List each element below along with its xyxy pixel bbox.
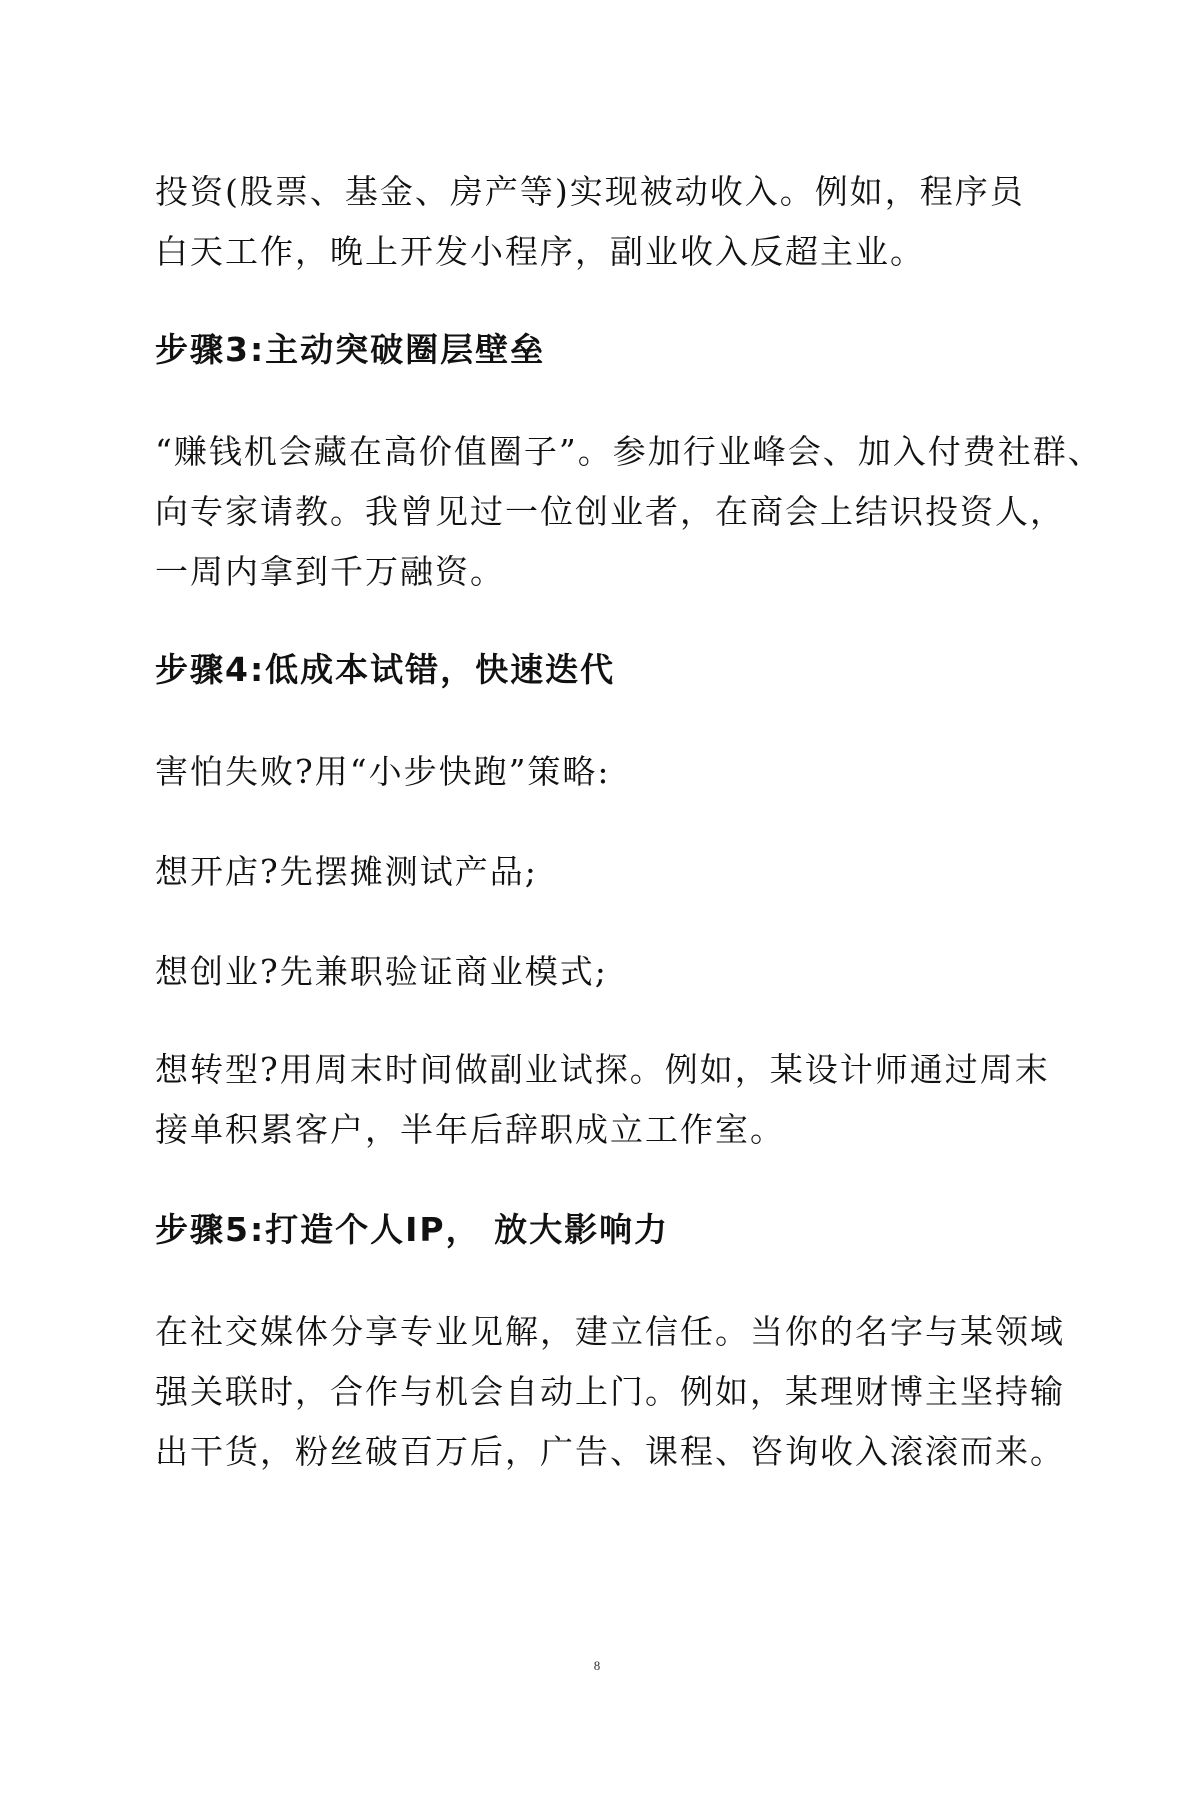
paragraph-line: 向专家请教。我曾见过一位创业者，在商会上结识投资人， <box>155 492 1065 531</box>
section-heading-step3: 步骤3:主动突破圈层壁垒 <box>155 330 546 369</box>
paragraph-line: 投资(股票、基金、房产等)实现被动收入。例如，程序员 <box>155 172 1025 211</box>
paragraph-line: 一周内拿到千万融资。 <box>155 552 505 591</box>
paragraph-line: 接单积累客户，半年后辞职成立工作室。 <box>155 1110 785 1149</box>
paragraph-line: 出干货，粉丝破百万后，广告、课程、咨询收入滚滚而来。 <box>155 1432 1065 1471</box>
section-heading-step5: 步骤5:打造个人IP， 放大影响力 <box>155 1210 670 1249</box>
paragraph-line: 强关联时，合作与机会自动上门。例如，某理财博主坚持输 <box>155 1372 1065 1411</box>
paragraph-line: 想开店?先摆摊测试产品; <box>155 852 538 891</box>
paragraph-line: 白天工作，晚上开发小程序，副业收入反超主业。 <box>155 232 925 271</box>
section-heading-step4: 步骤4:低成本试错，快速迭代 <box>155 650 616 689</box>
paragraph-line: 在社交媒体分享专业见解，建立信任。当你的名字与某领域 <box>155 1312 1065 1351</box>
paragraph-line: 想创业?先兼职验证商业模式; <box>155 952 608 991</box>
paragraph-line: “赚钱机会藏在高价值圈子”。参加行业峰会、加入付费社群、 <box>155 432 1103 471</box>
paragraph-line: 害怕失败?用“小步快跑”策略: <box>155 752 611 791</box>
paragraph-line: 想转型?用周末时间做副业试探。例如，某设计师通过周末 <box>155 1050 1050 1089</box>
page-number: 8 <box>593 1658 601 1673</box>
